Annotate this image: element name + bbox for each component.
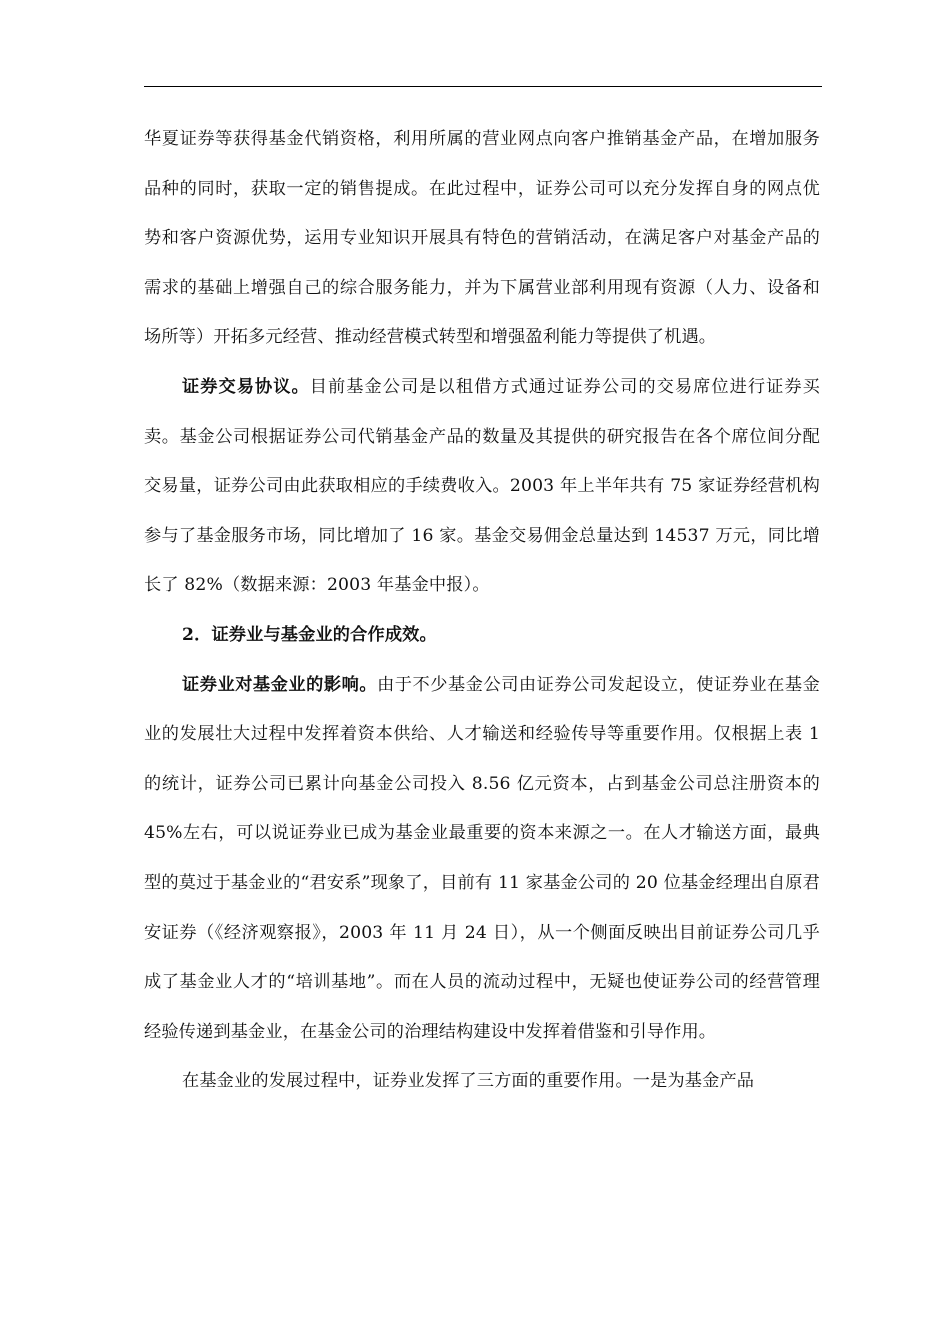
paragraph-lead: 证券业对基金业的影响。 [182,674,378,695]
paragraph-three-roles [144,1057,820,1107]
paragraph-text: 目前基金公司是以租借方式通过证券公司的交易席位进行证券买卖。基金公司根据证券公司代销基金产品的数量及其提供的研究报告在各个席位间分配交易量，证券公司由此获取相应的手续费收入。2003 年上半年共有 75 家证券经营机构参与了基金服务市场，同比增加了 16 家。基金交易佣金总量达到 14537 万元，同比增长了 82%（数据来源：2003 年基金中报）。 [144,376,820,596]
paragraph-fund-distribution [144,115,820,363]
paragraph-text: 华夏证券等获得基金代销资格，利用所属的营业网点向客户推销基金产品，在增加服务品种的同时，获取一定的销售提成。在此过程中，证券公司可以充分发挥自身的网点优势和客户资源优势，运用专业知识开展具有特色的营销活动，在满足客户对基金产品的需求的基础上增强自己的综合服务能力，并为下属营业部利用现有资源（人力、设备和场所等）开拓多元经营、推动经营模式转型和增强盈利能力等提供了机遇。 [144,129,820,348]
section-heading: 2．证券业与基金业的合作成效。 [182,624,437,645]
paragraph-text: 在基金业的发展过程中，证券业发挥了三方面的重要作用。一是为基金产品 [182,1071,755,1092]
paragraph-text: 由于不少基金公司由证券公司发起设立，使证券业在基金业的发展壮大过程中发挥着资本供给、人才输送和经验传导等重要作用。仅根据上表 1 的统计，证券公司已累计向基金公司投入 8.56 亿元资本，占到基金公司总注册资本的 45%左右，可以说证券业已成为基金业最重要的资本来源之一。在人才输送方面，最典型的莫过于基金业的“君安系”现象了，目前有 11 家基金公司的 20 位基金经理出自原君安证券（《经济观察报》，2003 年 11 月 24 日），从一个侧面反映出目前证券公司几乎成了基金业人才的“培训基地”。而在人员的流动过程中，无疑也使证券公司的经营管理经验传递到基金业，在基金公司的治理结构建设中发挥着借鉴和引导作用。 [144,674,820,1042]
paragraph-lead: 证券交易协议。 [182,376,310,397]
paragraph-securities-influence [144,661,820,1058]
body-text [144,115,820,1107]
header-rule [144,86,822,87]
paragraph-securities-trading-agreement [144,363,820,611]
